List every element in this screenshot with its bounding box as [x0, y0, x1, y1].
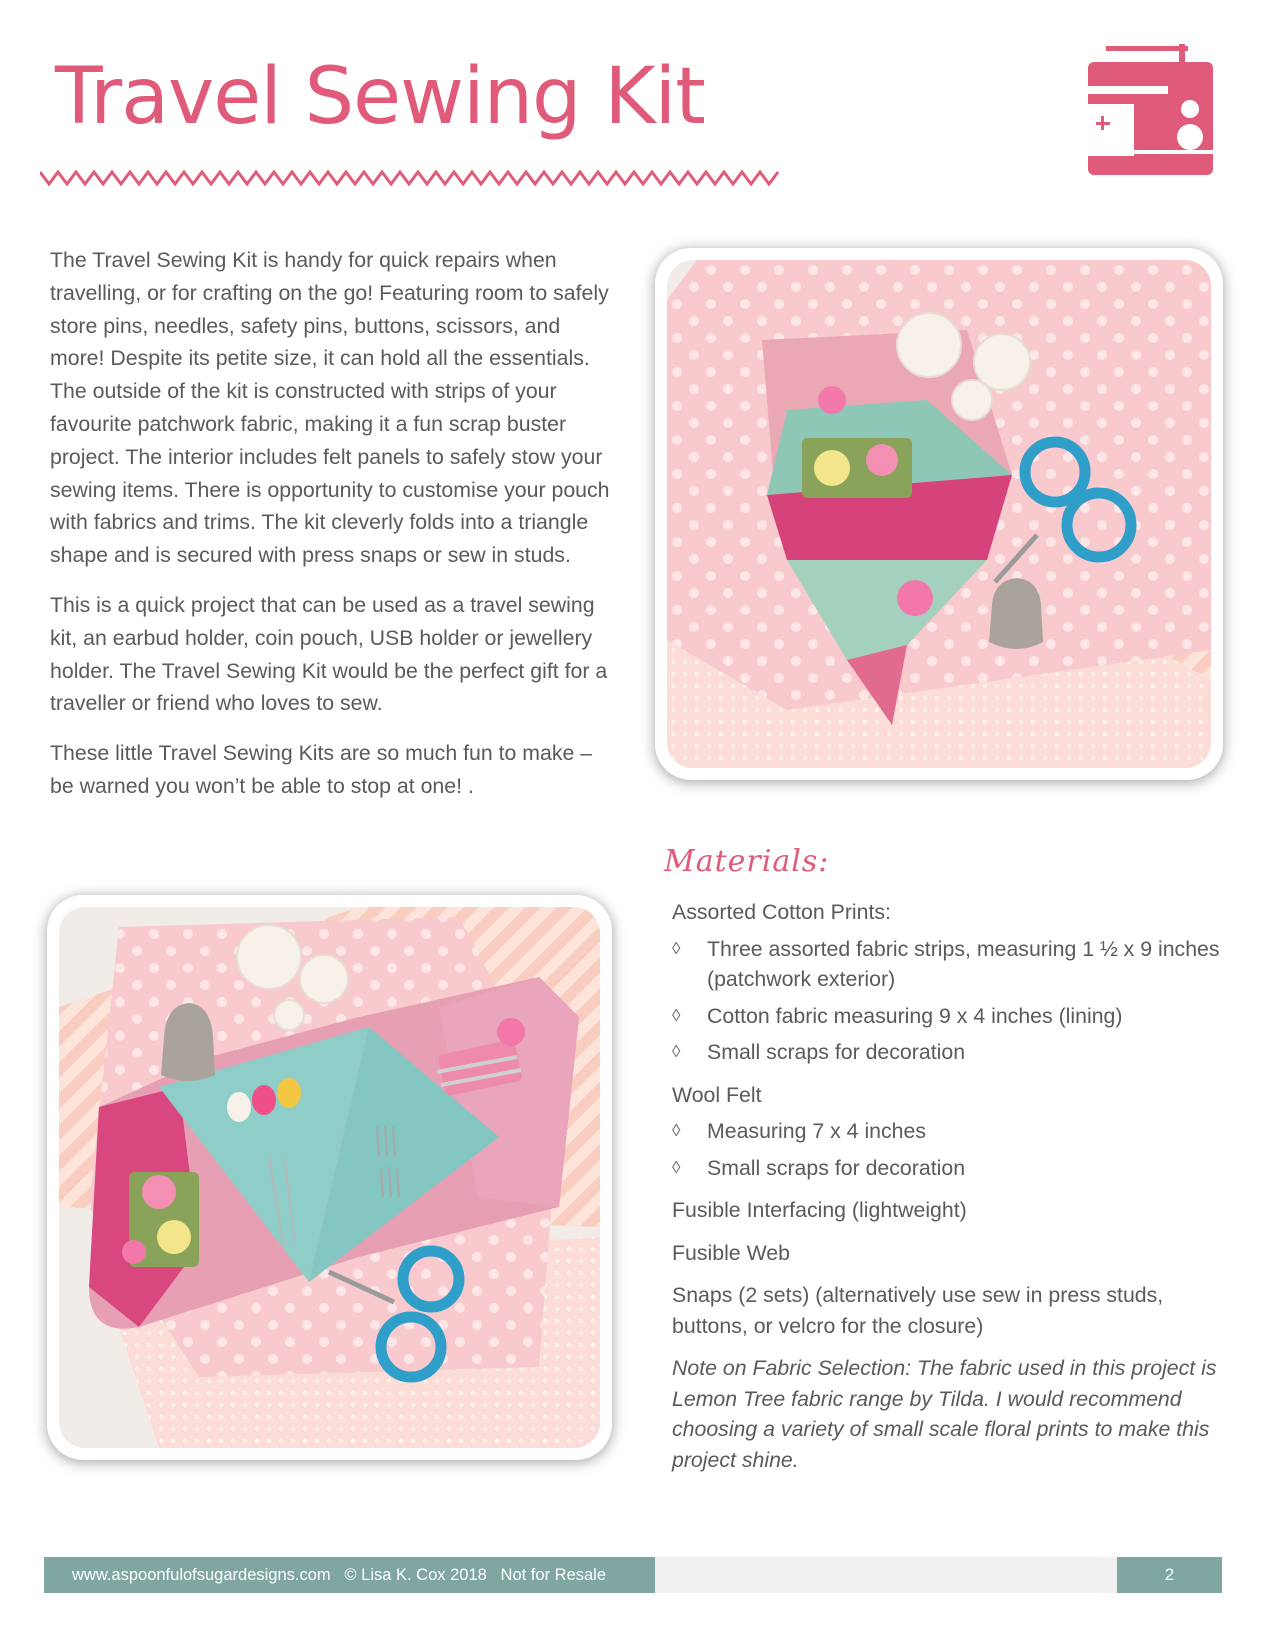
footer-credits: www.aspoonfulofsugardesigns.com © Lisa K. Cox 2018 Not for Resale	[44, 1557, 655, 1593]
intro-text	[50, 244, 620, 820]
materials-heading: Wool Felt	[672, 1082, 762, 1107]
folded-kit-photo	[667, 260, 1211, 768]
materials-group-web	[672, 1238, 1232, 1269]
list-item: ◊ Cotton fabric measuring 9 x 4 inches (lining)	[672, 1001, 1232, 1032]
list-item: ◊ Small scraps for decoration	[672, 1153, 1232, 1184]
materials-group-interfacing	[672, 1195, 1232, 1226]
materials-group-cotton	[672, 897, 1232, 1068]
materials-group-felt	[672, 1080, 1232, 1184]
page-title: Travel Sewing Kit	[55, 52, 705, 142]
diamond-bullet-icon: ◊	[672, 938, 681, 958]
materials-heading: Snaps (2 sets) (alternatively use sew in press studs, buttons, or velcro for the closure)	[672, 1283, 1164, 1338]
page-number: 2	[1117, 1557, 1222, 1593]
list-item: ◊ Small scraps for decoration	[672, 1037, 1232, 1068]
materials-title	[664, 844, 829, 879]
open-kit-photo-frame	[47, 895, 612, 1460]
list-item: ◊ Three assorted fabric strips, measuring 1 ½ x 9 inches (patchwork exterior)	[672, 934, 1232, 995]
materials-title-text: Materials:	[664, 844, 830, 879]
list-item: ◊ Measuring 7 x 4 inches	[672, 1116, 1232, 1147]
sewing-machine-icon	[1078, 44, 1218, 184]
fabric-note: Note on Fabric Selection: The fabric used in this project is Lemon Tree fabric range by Tilda. I would recommend choosing a variety of small scale floral prints to make this project shine.	[672, 1356, 1217, 1472]
diamond-bullet-icon: ◊	[672, 1005, 681, 1025]
diamond-bullet-icon: ◊	[672, 1121, 681, 1140]
zigzag-divider	[40, 168, 780, 188]
materials-heading: Assorted Cotton Prints:	[672, 900, 891, 924]
materials-heading: Fusible Web	[672, 1240, 790, 1265]
materials-group-snaps	[672, 1280, 1232, 1341]
intro-paragraph: This is a quick project that can be used as a travel sewing kit, an earbud holder, coin pouch, USB holder or jewellery holder. The Travel Sewing Kit would be the perfect gift for a traveller or friend who loves to sew.	[50, 592, 608, 716]
materials-list	[672, 897, 1232, 1475]
materials-heading: Fusible Interfacing (lightweight)	[672, 1198, 967, 1222]
folded-kit-photo-frame	[655, 248, 1223, 780]
diamond-bullet-icon: ◊	[672, 1042, 681, 1061]
intro-paragraph: These little Travel Sewing Kits are so much fun to make – be warned you won’t be able to stop at one! .	[50, 741, 593, 798]
intro-paragraph: The Travel Sewing Kit is handy for quick repairs when travelling, or for crafting on the go! Featuring room to safely store pins, needles, safety pins, buttons, scissors, and more! Despite its petite size, it can hold all the essentials. The outside of the kit is constructed with strips of your favourite patchwork fabric, making it a fun scrap buster project. The interior includes felt panels to safely stow your sewing items. There is opportunity to customise your pouch with fabrics and trims. The kit cleverly folds into a triangle shape and is secured with press snaps or sew in studs.	[50, 248, 610, 568]
open-kit-photo	[59, 907, 600, 1448]
diamond-bullet-icon: ◊	[672, 1157, 681, 1177]
